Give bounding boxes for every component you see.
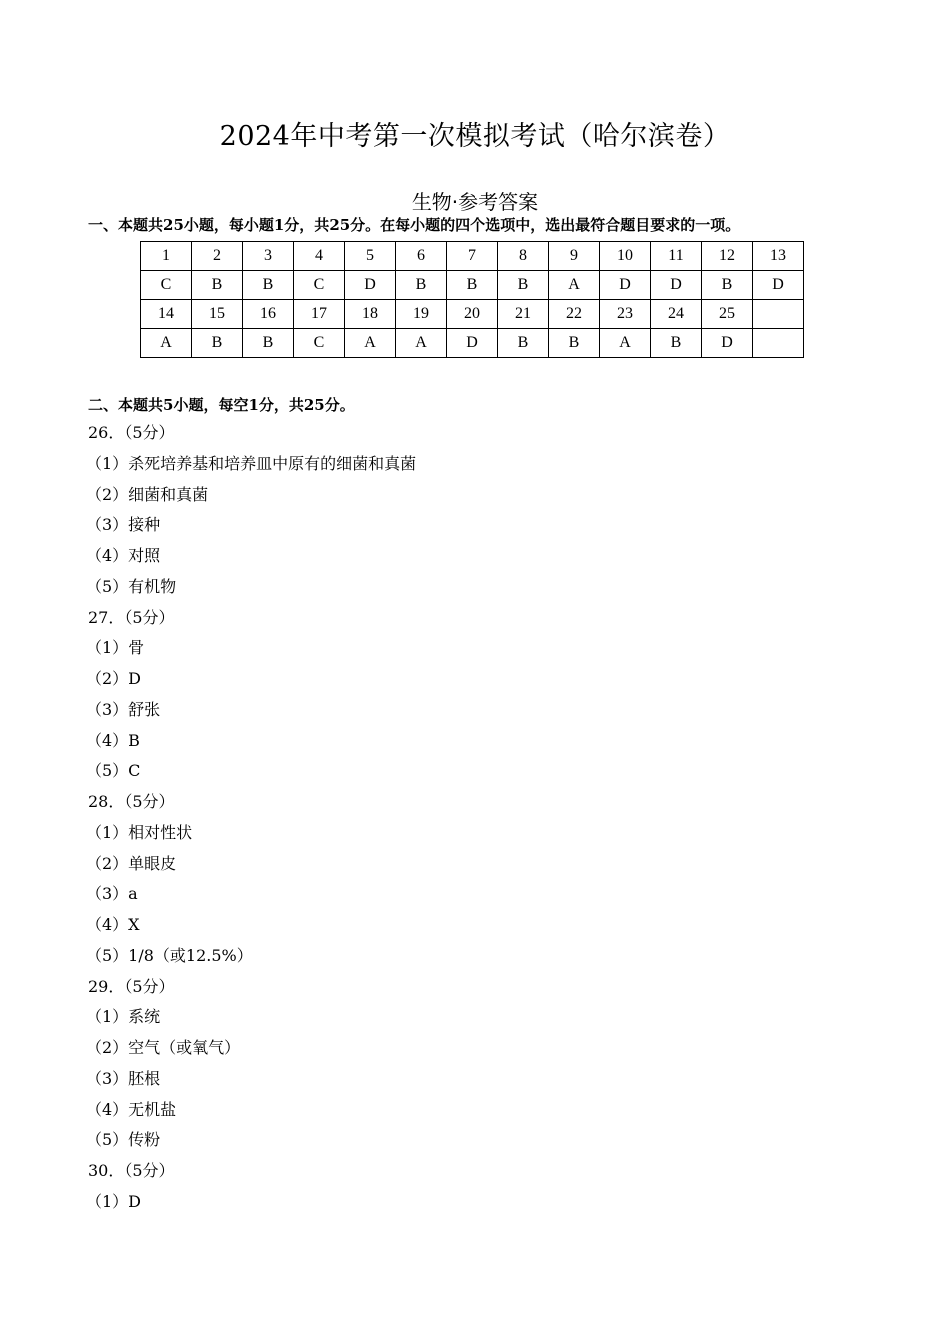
section-1-heading: 一、本题共25小题，每小题1分，共25分。在每小题的四个选项中，选出最符合题目要求的一项。 (88, 216, 741, 234)
question-number-cell: 21 (498, 300, 549, 329)
answer-letter-cell: D (753, 271, 804, 300)
answer-letter-row (141, 271, 804, 300)
answer-line: （3）胚根 (86, 1068, 161, 1088)
question-number-row (141, 300, 804, 329)
answer-letter-cell: A (549, 271, 600, 300)
answer-letter-cell: B (498, 271, 549, 300)
question-number-cell: 6 (396, 242, 447, 271)
answer-letter-cell: B (447, 271, 498, 300)
answer-line: （5）1/8（或12.5%） (86, 945, 253, 965)
question-header: 29．（5分） (88, 976, 175, 996)
question-header: 27．（5分） (88, 607, 175, 627)
question-number-cell: 19 (396, 300, 447, 329)
answer-line: （4）B (86, 730, 140, 750)
question-number-row (141, 242, 804, 271)
question-number-cell: 11 (651, 242, 702, 271)
question-number-cell: 4 (294, 242, 345, 271)
answer-line: （2）单眼皮 (86, 853, 177, 873)
answer-letter-cell: B (192, 271, 243, 300)
question-number-cell: 15 (192, 300, 243, 329)
question-number-cell: 18 (345, 300, 396, 329)
question-number-cell: 16 (243, 300, 294, 329)
question-header: 26．（5分） (88, 423, 175, 442)
question-number-cell: 10 (600, 242, 651, 271)
question-number-cell (753, 300, 804, 329)
question-number-cell: 17 (294, 300, 345, 329)
answer-letter-cell: C (294, 271, 345, 300)
answer-line: （4）无机盐 (86, 1099, 177, 1119)
question-number-cell: 20 (447, 300, 498, 329)
answer-list (86, 418, 416, 1218)
question-number-cell: 3 (243, 242, 294, 271)
page-title: 2024年中考第一次模拟考试（哈尔滨卷） (219, 121, 731, 152)
answer-letter-cell: D (600, 271, 651, 300)
question-header: 28．（5分） (88, 792, 175, 811)
answer-letter-row (141, 329, 804, 358)
question-number-cell: 5 (345, 242, 396, 271)
answer-line: （3）舒张 (86, 699, 161, 719)
answer-letter-cell: B (243, 329, 294, 358)
answer-letter-cell: C (141, 271, 192, 300)
answer-line: （1）D (86, 1191, 142, 1211)
answer-line: （2）D (86, 669, 142, 688)
page-subtitle: 生物·参考答案 (411, 190, 539, 214)
answer-letter-cell: A (141, 329, 192, 358)
answer-letter-cell: C (294, 329, 345, 358)
question-number-cell: 7 (447, 242, 498, 271)
question-number-cell: 2 (192, 242, 243, 271)
answer-line: （2）细菌和真菌 (86, 484, 209, 504)
answer-letter-cell: B (192, 329, 243, 358)
answer-line: （5）传粉 (86, 1130, 161, 1150)
question-number-cell: 12 (702, 242, 753, 271)
question-number-cell: 14 (141, 300, 192, 329)
answer-table-body (141, 242, 804, 358)
answer-line: （1）相对性状 (86, 822, 193, 842)
answer-letter-cell: D (702, 329, 753, 358)
question-number-cell: 24 (651, 300, 702, 329)
answer-letter-cell: B (549, 329, 600, 358)
question-number-cell: 9 (549, 242, 600, 271)
answer-letter-cell: B (396, 271, 447, 300)
answer-letter-cell: A (345, 329, 396, 358)
section-2-heading: 二、本题共5小题，每空1分，共25分。 (88, 396, 355, 414)
answer-line: （1）杀死培养基和培养皿中原有的细菌和真菌 (86, 453, 417, 473)
answer-line: （2）空气（或氧气） (86, 1038, 241, 1057)
answer-line: （4）X (86, 915, 140, 934)
question-number-cell: 25 (702, 300, 753, 329)
answer-letter-cell: B (702, 271, 753, 300)
question-number-cell: 23 (600, 300, 651, 329)
answer-line: （3）接种 (86, 515, 161, 535)
answer-letter-cell: B (651, 329, 702, 358)
answer-letter-cell: D (651, 271, 702, 300)
answer-letter-cell: D (345, 271, 396, 300)
answer-letter-cell: B (498, 329, 549, 358)
question-number-cell: 13 (753, 242, 804, 271)
answer-line: （4）对照 (86, 546, 161, 565)
answer-letter-cell: A (396, 329, 447, 358)
answer-line: （5）有机物 (86, 576, 177, 596)
answer-line: （3）a (86, 884, 138, 904)
answer-line: （1）系统 (86, 1007, 161, 1027)
question-number-cell: 22 (549, 300, 600, 329)
answer-line: （1）骨 (86, 638, 145, 658)
question-header: 30．（5分） (88, 1161, 175, 1180)
question-number-cell: 8 (498, 242, 549, 271)
question-number-cell: 1 (141, 242, 192, 271)
answer-line: （5）C (86, 761, 141, 781)
answer-letter-cell: B (243, 271, 294, 300)
answer-letter-cell (753, 329, 804, 358)
answer-table (140, 241, 804, 358)
answer-letter-cell: D (447, 329, 498, 358)
answer-letter-cell: A (600, 329, 651, 358)
